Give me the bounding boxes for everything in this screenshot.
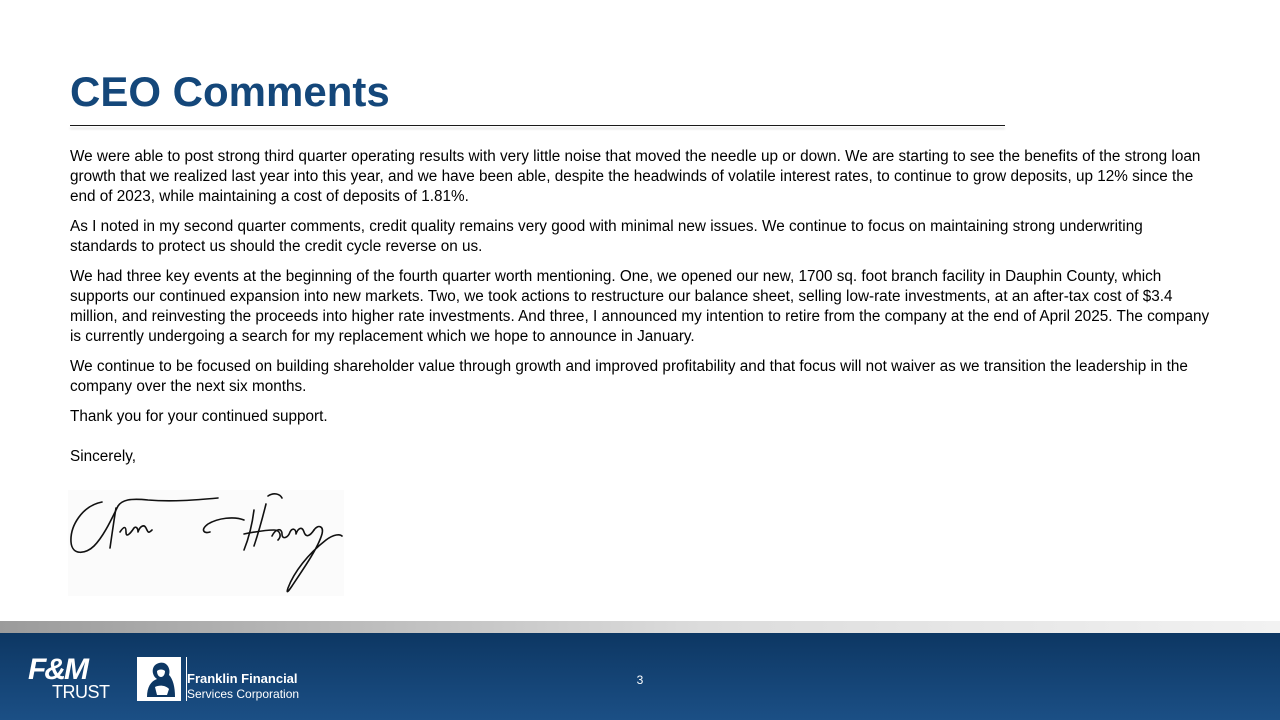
franklin-financial-subtitle: Services Corporation <box>187 687 300 701</box>
paragraph-results: We were able to post strong third quarter operating results with very little noise that moved the needle up or down. We are starting to see the benefits of the strong loan growth that we realized last year into this year, and we have been able, despite the headwinds of volatile interest rates, to continue to grow deposits, up 12% since the end of 2023, while maintaining a cost of deposits of 1.81%. <box>70 148 1201 205</box>
ceo-signature <box>68 490 344 596</box>
page-number: 3 <box>636 673 644 687</box>
paragraph-key-events: We had three key events at the beginning of the fourth quarter worth mentioning. One, we opened our new, 1700 sq. foot branch facility in Dauphin County, which supports our continued expansion into new markets. Two, we took actions to restructure our balance sheet, selling low-rate investments, at an after-tax cost of $3.4 million, and reinvesting the proceeds into higher rate investments. And three, I announced my intention to retire from the company at the end of April 2025. The company is currently undergoing a search for my replacement which we hope to announce in January. <box>70 268 1210 345</box>
paragraph-sign-off: Sincerely, <box>70 448 137 465</box>
franklin-portrait-icon <box>137 657 181 701</box>
paragraph-shareholder-value: We continue to be focused on building shareholder value through growth and improved profitability and that focus will not waiver as we transition the leadership in the company over the next six months. <box>70 358 1188 395</box>
footer-bar <box>0 633 1280 720</box>
footer-silver-band <box>0 621 1280 633</box>
franklin-financial-logo <box>137 655 312 703</box>
slide-title: CEO Comments <box>70 68 390 115</box>
paragraph-credit-quality: As I noted in my second quarter comments, credit quality remains very good with minimal new issues. We continue to focus on maintaining strong underwriting standards to protect us should the credit cycle reverse on us. <box>70 218 1143 255</box>
franklin-financial-name: Franklin Financial <box>187 671 298 686</box>
fm-trust-logo <box>28 655 112 703</box>
trust-logo-text: TRUST <box>52 682 110 702</box>
title-underline <box>70 125 1005 126</box>
paragraph-thanks: Thank you for your continued support. <box>70 408 328 425</box>
fm-logo-text: F&M <box>28 653 87 686</box>
ceo-letter-body <box>70 147 1210 477</box>
